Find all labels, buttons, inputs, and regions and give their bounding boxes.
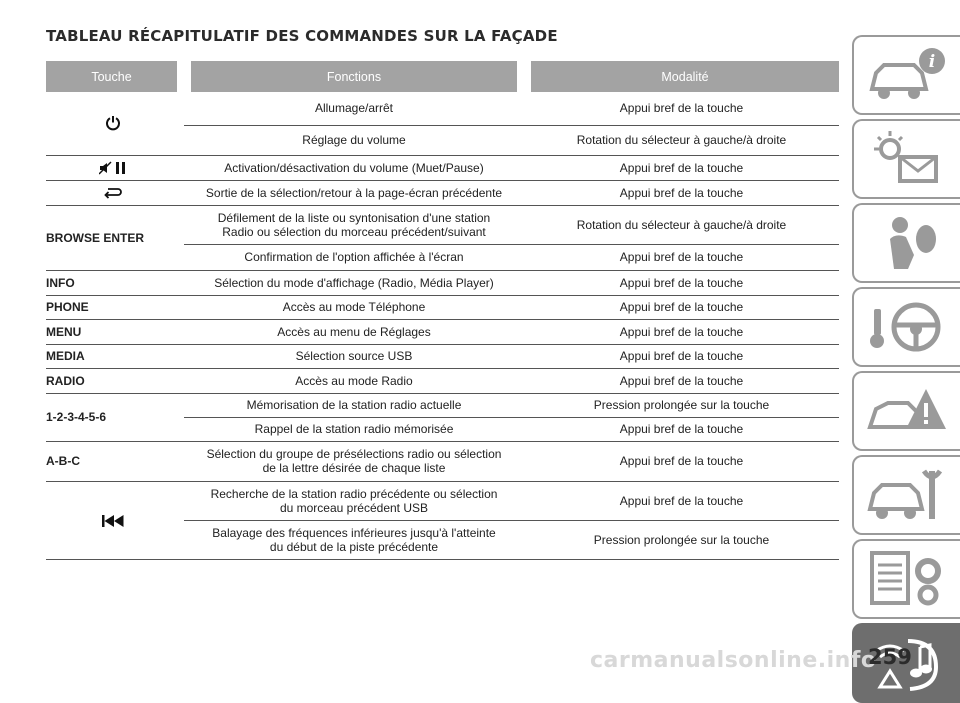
table-row [46,481,839,520]
tab-maintenance[interactable] [852,455,960,535]
table-row [46,270,839,295]
modalite-cell: Appui bref de la touche [524,92,839,125]
modalite-cell: Rotation du sélecteur à gauche/à droite [524,125,839,155]
fonction-cell: Défilement de la liste ou syntonisation d'une station Radio ou sélection du morceau précédent/suivant [184,205,524,244]
modalite-cell: Appui bref de la touche [524,244,839,270]
back-arrow-icon [104,187,122,199]
column-header-fonctions: Fonctions [184,61,524,92]
car-info-icon [866,43,950,109]
modalite-cell: Appui bref de la touche [524,270,839,295]
document-gear-icon [866,547,950,613]
table-row [46,441,839,481]
svg-text:i: i [928,52,936,72]
warning-light-icon [866,127,950,193]
table-row [46,295,839,319]
tab-emergency[interactable] [852,371,960,451]
modalite-cell: Appui bref de la touche [524,180,839,205]
table-row [46,344,839,368]
fonction-cell: Accès au menu de Réglages [184,319,524,344]
modalite-cell: Appui bref de la touche [524,481,839,520]
modalite-cell: Pression prolongée sur la touche [524,393,839,417]
modalite-cell: Appui bref de la touche [524,155,839,180]
fonction-cell: Confirmation de l'option affichée à l'écran [184,244,524,270]
modalite-cell: Rotation du sélecteur à gauche/à droite [524,205,839,244]
table-row [46,180,839,205]
column-header-modalite: Modalité [524,61,839,92]
fonction-cell: Balayage des fréquences inférieures jusqu'à l'atteinte du début de la piste précédente [184,520,524,559]
fonction-cell: Activation/désactivation du volume (Muet/Pause) [184,155,524,180]
touche-cell [46,92,184,155]
modalite-cell: Appui bref de la touche [524,368,839,393]
fonction-cell: Rappel de la station radio mémorisée [184,417,524,441]
touche-cell: A-B-C [46,441,184,481]
tab-technical-data[interactable] [852,539,960,619]
fonction-cell: Mémorisation de la station radio actuelle [184,393,524,417]
modalite-cell: Appui bref de la touche [524,417,839,441]
touche-cell: MEDIA [46,344,184,368]
touche-cell: BROWSE ENTER [46,205,184,270]
fonction-cell: Sélection du mode d'affichage (Radio, Média Player) [184,270,524,295]
touche-cell [46,481,184,559]
fonction-cell: Réglage du volume [184,125,524,155]
power-icon [105,115,121,131]
touche-cell: INFO [46,270,184,295]
touche-cell [46,155,184,180]
tab-safety[interactable] [852,203,960,283]
fonction-cell: Accès au mode Radio [184,368,524,393]
watermark: carmanualsonline.info [590,648,877,673]
table-row [46,155,839,180]
table-row [46,319,839,344]
commands-table [46,61,839,560]
modalite-cell: Appui bref de la touche [524,441,839,481]
fonction-cell: Allumage/arrêt [184,92,524,125]
touche-cell: MENU [46,319,184,344]
table-row [46,393,839,417]
table-header-row [46,61,839,92]
table-row [46,368,839,393]
fonction-cell: Sélection du groupe de présélections radio ou sélection de la lettre désirée de chaque liste [184,441,524,481]
touche-cell: PHONE [46,295,184,319]
page-title: TABLEAU RÉCAPITULATIF DES COMMANDES SUR LA FAÇADE [46,27,558,45]
tab-dashboard-lights[interactable] [852,119,960,199]
fonction-cell: Sortie de la sélection/retour à la page-écran précédente [184,180,524,205]
table-row [46,205,839,244]
car-accident-icon [866,379,950,445]
page-number: 259 [868,645,912,669]
modalite-cell: Appui bref de la touche [524,295,839,319]
fonction-cell: Accès au mode Téléphone [184,295,524,319]
tab-car-info[interactable] [852,35,960,115]
fonction-cell: Recherche de la station radio précédente ou sélection du morceau précédent USB [184,481,524,520]
table-row [46,92,839,125]
modalite-cell: Pression prolongée sur la touche [524,520,839,559]
touche-cell: 1-2-3-4-5-6 [46,393,184,441]
steering-wheel-icon [866,295,950,361]
mute-pause-icon [99,161,127,175]
airbag-seat-icon [866,211,950,277]
column-header-touche: Touche [46,61,184,92]
modalite-cell: Appui bref de la touche [524,344,839,368]
car-wrench-icon [866,463,950,529]
touche-cell [46,180,184,205]
fonction-cell: Sélection source USB [184,344,524,368]
touche-cell: RADIO [46,368,184,393]
tab-driving[interactable] [852,287,960,367]
previous-track-icon [102,515,124,527]
modalite-cell: Appui bref de la touche [524,319,839,344]
